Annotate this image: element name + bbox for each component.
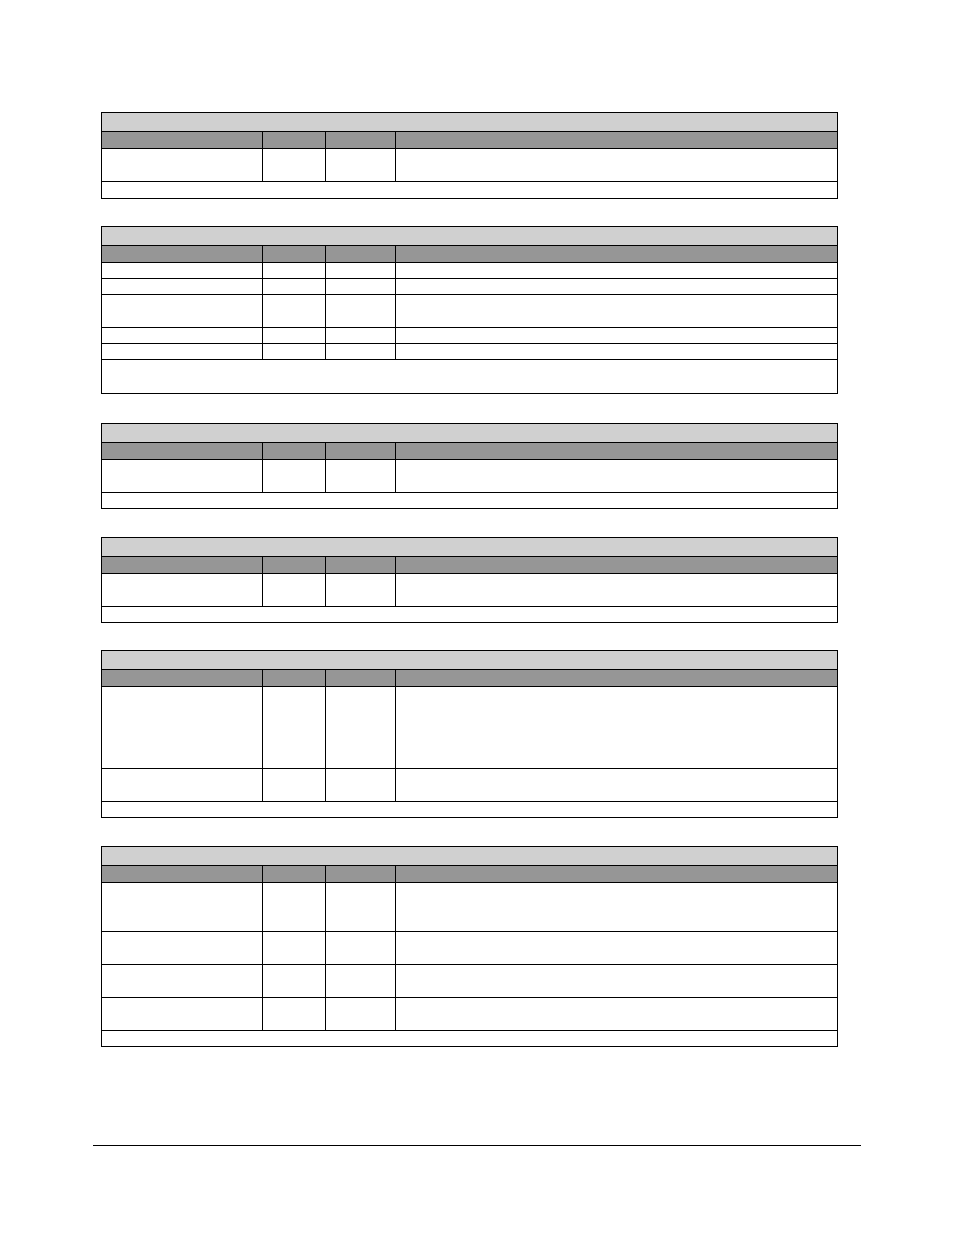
table-note (102, 1031, 837, 1046)
table-row (102, 263, 837, 279)
table-cell (396, 295, 837, 327)
table-title (102, 424, 837, 443)
table-cell (102, 769, 263, 801)
table-cell (102, 687, 263, 768)
table-row (102, 344, 837, 360)
table-cell (396, 883, 837, 931)
header-cell (396, 670, 837, 686)
table-row (102, 295, 837, 328)
table-row (102, 965, 837, 998)
header-cell (263, 866, 326, 882)
table-5 (101, 650, 838, 818)
table-cell (102, 279, 263, 294)
table-cell (263, 883, 326, 931)
table-cell (102, 965, 263, 997)
header-cell (263, 443, 326, 459)
table-cell (102, 998, 263, 1030)
table-row (102, 883, 837, 932)
table-cell (396, 328, 837, 343)
header-cell (326, 866, 396, 882)
footer-divider (93, 1145, 861, 1146)
table-cell (102, 932, 263, 964)
table-cell (326, 344, 396, 359)
table-cell (263, 574, 326, 606)
table-cell (326, 687, 396, 768)
table-6 (101, 846, 838, 1047)
table-cell (326, 932, 396, 964)
header-cell (326, 132, 396, 148)
header-cell (326, 670, 396, 686)
table-note (102, 607, 837, 622)
table-cell (102, 460, 263, 492)
table-cell (263, 965, 326, 997)
header-cell (263, 246, 326, 262)
table-row (102, 574, 837, 607)
table-header-row (102, 866, 837, 883)
table-row (102, 149, 837, 182)
table-cell (263, 295, 326, 327)
table-row (102, 769, 837, 802)
table-note (102, 802, 837, 817)
header-cell (326, 246, 396, 262)
table-header-row (102, 670, 837, 687)
header-cell (263, 557, 326, 573)
table-cell (102, 344, 263, 359)
table-cell (326, 263, 396, 278)
table-title (102, 113, 837, 132)
table-cell (263, 998, 326, 1030)
table-cell (396, 932, 837, 964)
table-cell (396, 344, 837, 359)
table-3 (101, 423, 838, 509)
table-cell (396, 769, 837, 801)
table-header-row (102, 443, 837, 460)
table-cell (263, 344, 326, 359)
table-row (102, 279, 837, 295)
table-cell (102, 263, 263, 278)
table-title (102, 651, 837, 670)
header-cell (396, 443, 837, 459)
table-cell (396, 965, 837, 997)
table-header-row (102, 246, 837, 263)
table-2 (101, 226, 838, 394)
table-cell (263, 328, 326, 343)
header-cell (396, 557, 837, 573)
table-cell (102, 328, 263, 343)
table-cell (326, 328, 396, 343)
table-row (102, 687, 837, 769)
table-header-row (102, 132, 837, 149)
header-cell (396, 132, 837, 148)
table-cell (263, 149, 326, 181)
table-cell (396, 998, 837, 1030)
table-row (102, 932, 837, 965)
table-cell (326, 149, 396, 181)
header-cell (326, 443, 396, 459)
table-cell (396, 263, 837, 278)
header-cell (102, 443, 263, 459)
table-cell (326, 460, 396, 492)
header-cell (396, 866, 837, 882)
table-note (102, 360, 837, 393)
table-cell (102, 574, 263, 606)
table-cell (326, 883, 396, 931)
header-cell (326, 557, 396, 573)
table-1 (101, 112, 838, 199)
table-cell (396, 574, 837, 606)
table-cell (263, 263, 326, 278)
table-cell (263, 687, 326, 768)
table-cell (326, 998, 396, 1030)
table-row (102, 460, 837, 493)
table-title (102, 227, 837, 246)
table-4 (101, 537, 838, 623)
table-cell (396, 687, 837, 768)
table-cell (102, 149, 263, 181)
table-cell (263, 769, 326, 801)
table-cell (396, 149, 837, 181)
table-title (102, 538, 837, 557)
table-cell (263, 460, 326, 492)
header-cell (102, 132, 263, 148)
table-cell (396, 279, 837, 294)
table-row (102, 998, 837, 1031)
header-cell (102, 866, 263, 882)
table-header-row (102, 557, 837, 574)
table-cell (263, 279, 326, 294)
table-cell (263, 932, 326, 964)
header-cell (102, 246, 263, 262)
table-cell (102, 295, 263, 327)
header-cell (396, 246, 837, 262)
table-note (102, 493, 837, 508)
header-cell (102, 670, 263, 686)
table-cell (102, 883, 263, 931)
table-cell (326, 769, 396, 801)
table-cell (326, 279, 396, 294)
header-cell (102, 557, 263, 573)
table-cell (396, 460, 837, 492)
table-cell (326, 295, 396, 327)
table-cell (326, 965, 396, 997)
table-note (102, 182, 837, 198)
header-cell (263, 132, 326, 148)
header-cell (263, 670, 326, 686)
table-title (102, 847, 837, 866)
table-row (102, 328, 837, 344)
table-cell (326, 574, 396, 606)
